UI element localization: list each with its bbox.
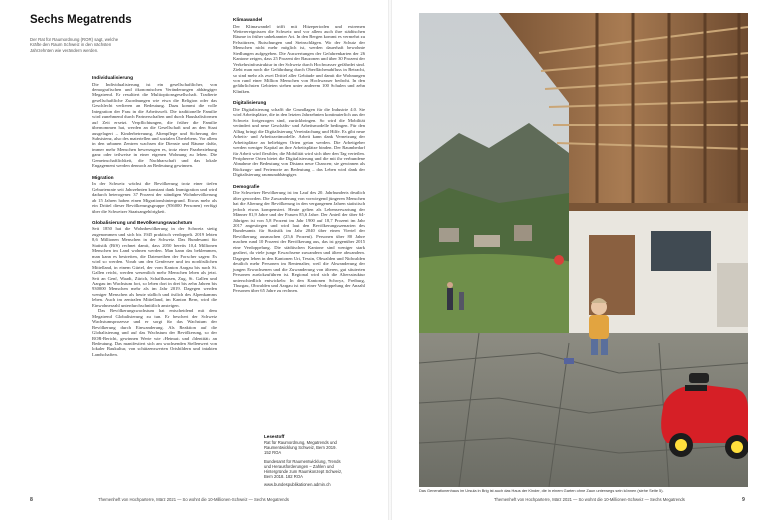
section-body: Der Klimawandel trifft mit Hitzeperioden und extremen Wetterereignissen die Schweiz und vor allem auch ihre städtischen Räume in früher unbekannter Art. In den Bergen kommt es vermehrt zu Felsstürzen, Rutschungen und Steinschlägen. Wo der Schutz der Menschen nicht mehr möglich ist, werden dauerhaft bewohnte Siedlungen aufgegeben. Die Auswertungen der Gefahrenkarten der 26 Kantone zeigen, dass 25 Prozent der Bauzonen und über 30 Prozent der Verkehrsinfrastruktur in der Schweiz durch Hochwasser gefährdet sind. Zieht man noch die Gefährdung durch Oberflächenabfluss in Betracht, so sind mehr als zwei Drittel aller Gebäude und damit die Wohnungen von rund einer Million Menschen von Hochwasser bedroht. In den gefährlichsten Gebieten stehen unter anderem 100 Schulen und zehn Kliniken. [233, 23, 365, 94]
lead-text: Der Rat für Raumordnung (ROR) sagt, welche Kräfte den Raum Schweiz in den nächsten Jahrzehnten wie verändern werden. [30, 37, 119, 53]
reading-heading: Lesestoff [264, 434, 285, 439]
text-column-1 [92, 76, 217, 357]
section-heading: Migration [92, 175, 114, 181]
page-footer-left [30, 497, 289, 503]
reading-link[interactable]: www.bundespublikationen.admin.ch [264, 482, 331, 488]
photo-house-courtyard [419, 13, 748, 487]
section-body: Seit 1850 hat die Wohnbevölkerung in der Schweiz stetig zugenommen und sich bis 1945 praktisch verdoppelt. 2019 lebten 8,6 Millionen Menschen in der Schweiz. Das Bundesamt für Statistik (BfS) rechnet damit, dass 2050 bereits 10,4 Millionen Menschen im Land wohnen werden. Man kann das beklemmen, man kann es bestreiten, die Datenreihen der Forscher sagen: Es wird so werden. Vorab um den Genfersee und im nordöstlichen Mittelland, in einem Gürtel, der vom Kanton Aargau bis nach St. Gallen reicht, werden wesentlich mehr Menschen leben als jetzt. Seit an Genf, Waadt, Zürich, Schaffhausen, Zug, St. Gallen und Aargau im Wachstum fort, so leben dort in drei bis zehn Jahren bis 930000 Menschen mehr als im Jahr 2019. Dagegen werden weniger Menschen als heute südlich und östlich des Alpenkamms leben. Auch im zentralen Mittelland, im Kanton Bern, wird die Einwohnerzahl unterdurchschnittlich ansteigen. [92, 226, 217, 308]
reading-entry: Bundesamt für Raumentwicklung, Trends und Herausforderungen – Zahlen und Hintergründe zum Raumkonzept Schweiz, Bern 2018. 182 ROA [264, 458, 343, 480]
reading-box [264, 434, 344, 488]
section-body: Das Bevölkerungswachstum hat entscheidend mit dem Megatrend Globalisierung zu tun. Er beschert der Schweiz Wachstumsprozesse und er sorgt für das Wachstum der Bevölkerung durch Einwanderung. Als Reaktion auf die Globalisierung und auf das Wachstum der Bevölkerung, so der ROR-Bericht, gewinnen Werte wie ‹Heimat› und ‹Identität› an Bedeutung. Das manifestiert sich am wachsenden Stellenwert von lokaler Baukultur, von schützenswerten Ortsbildern und intakten Landschaften. [92, 308, 217, 357]
photo-illustration [419, 13, 748, 487]
section-heading: Globalisierung und Bevölkerungswachstum [92, 220, 193, 226]
section-heading: Demografie [233, 184, 260, 190]
reading-entry: Rat für Raumordnung, Megatrends und Raumentwicklung Schweiz, Bern 2019. 152 ROA [264, 440, 337, 456]
photo-caption: Das Generationenhaus im Ursula in Brig ist auch das Haus der Kinder, die in einem Garten ohne Zaun unterwegs sein können (siehe Seite 5). [419, 488, 664, 493]
right-page [390, 0, 780, 520]
page-title: Sechs Megatrends [30, 14, 132, 26]
section-heading: Digitalisierung [233, 101, 267, 107]
footer-text: Themenheft von Hochparterre, März 2021 — So wohnt die 10-Millionen-Schweiz — Sechs Megatrends [98, 497, 289, 502]
footer-text: Themenheft von Hochparterre, März 2021 — So wohnt die 10-Millionen-Schweiz — Sechs Megatrends [494, 497, 685, 502]
text-column-2 [233, 18, 365, 294]
page-footer-right [494, 497, 685, 502]
section-body: Die Individualisierung ist ein gesellschaftlicher, von demografischen und ökonomischen Veränderungen abhängiger Megatrend. Er resultiert die Multioptionsgesellschaft. Tradierte gesellschaftliche Zuordnungen wie etwa die Religion oder das Geschlecht verlieren an Bedeutung. Dazu kommt die volle Integration der Frau in die Arbeitswelt. Die traditionelle Familie wird zunehmend durch Partnerschaften und durch Haushaltsformen auf Zeit ersetzt. Verpflichtungen, die früher die Familie übernommen hat, werden an die Gesellschaft und an den Staat ausgelagert – Kinderbetreuung, Altenpflege und Sicherung der Subsistenz, also des materiellen und sozialen Überlebens. Vor allem in den urbanen Zentren wachsen die Dienste und Räume dafür, immer mehr Menschen bewerzugen es, trotz einer Paarbeziehung ganz oder teilweise in einer eigenen Wohnung zu leben. Die Gemeinschaftlichkeit, die Nachbarschaft und das lokale Engagement werden dennoch an Bedeutung gewinnen. [92, 81, 217, 169]
page-number: 8 [30, 497, 33, 503]
page-number: 9 [742, 497, 745, 503]
page-footer-right-number [742, 497, 745, 503]
section-body: In der Schweiz wächst die Bevölkerung trotz einer tiefen Geburtenrate seit Jahrzehnten konstant dank Immigration und wird dadurch heterogener. 37 Prozent der ständigen Wohnbevölkerung ab 15 Jahren haben einen Migrationshintergrund. Etwas mehr als ein Drittel dieser Bevölkerungsgruppe (956000 Personen) verfügt über die Schweizer Staatsangehörigkeit. [92, 181, 217, 214]
section-body: Die Digitalisierung schafft die Grundlagen für die Industrie 4.0. Sie wird Arbeitsplätze, die in den letzten Jahrzehnten kontinuierlich aus der Schweiz fortgezogen sind, zurückbringen. So wird die Mobilität verändert und neue Geschäfts- und Arbeitsmodelle bedingen. Für den Alltag bringt die Digitalisierung Vereinfachung und Hilfe. Es gibt neue Arbeits- und Arbeitszeitmodelle. Arbeit kann dank Vernetzung der Arbeitsplätze an beliebigen Orten getan werden. Die Arbeitgeber werden weniger Kapital an ihre Arbeitsplätze binden. Der Raumbedarf für Arbeit wird flexibler, die Mobilität wird sich über den Tag verteilen. Peripherere Orten bietet die Digitalisierung und die mit ihr verbundene Abnahme der Bedeutung von Distanz neue Chancen; sie gewinnen als Rückzugs- und Ferienorte an Bedeutung – das Leben wird dank der Digitalisierung raumunabhängiger. [233, 106, 365, 178]
section-body: Die Schweizer Bevölkerung ist im Lauf des 20. Jahrhunderts deutlich älter geworden. Die Zuwanderung von vorwiegend jüngeren Menschen hat die Alterung der Bevölkerung in den vergangenen Jahren statistisch jedoch etwas kompensiert. Heute gelten als Lebenserwartung der Männer 81,9 Jahre und der Frauen 85,6 Jahre. Der Anteil der über 64-Jährigen ist von 5,8 Prozent im Jahr 1900 auf 18,7 Prozent im Jahr 2017 angestiegen und wird laut den Bevölkerungsszenarien des Bundesamts für Statistik im Jahr 2040 über einen Viertel der Bevölkerung ausmachen (25,6 Prozent). Personen über 80 Jahre machen rund 10 Prozent der Bevölkerung aus, das ist gegenüber 2015 eine Verdoppelung. Die städtischen Kantone sind weniger stark gealtert, da viele junge Erwachsene zuwandern und ältere abwandern. Dagegen leben in den Kantonen Uri, Tessin, Obwalden und Nidwalden deutlich mehr Personen im Rentenalter, weil die Abwanderung der jungen Erwachsenen und die Zuwanderung von älteren, gut situierten Personen zurückzuführen ist. Regional wird sich die Altersstruktur unterschiedlich entwickeln: In den Kantonen Schwyz, Freiburg, Thurgau, Obwalden und Aargau ist mit einer Verdoppelung der Anzahl Personen über 65 Jahre zu rechnen. [233, 190, 365, 294]
section-heading: Individualisierung [92, 76, 134, 81]
section-heading: Klimawandel [233, 18, 263, 23]
